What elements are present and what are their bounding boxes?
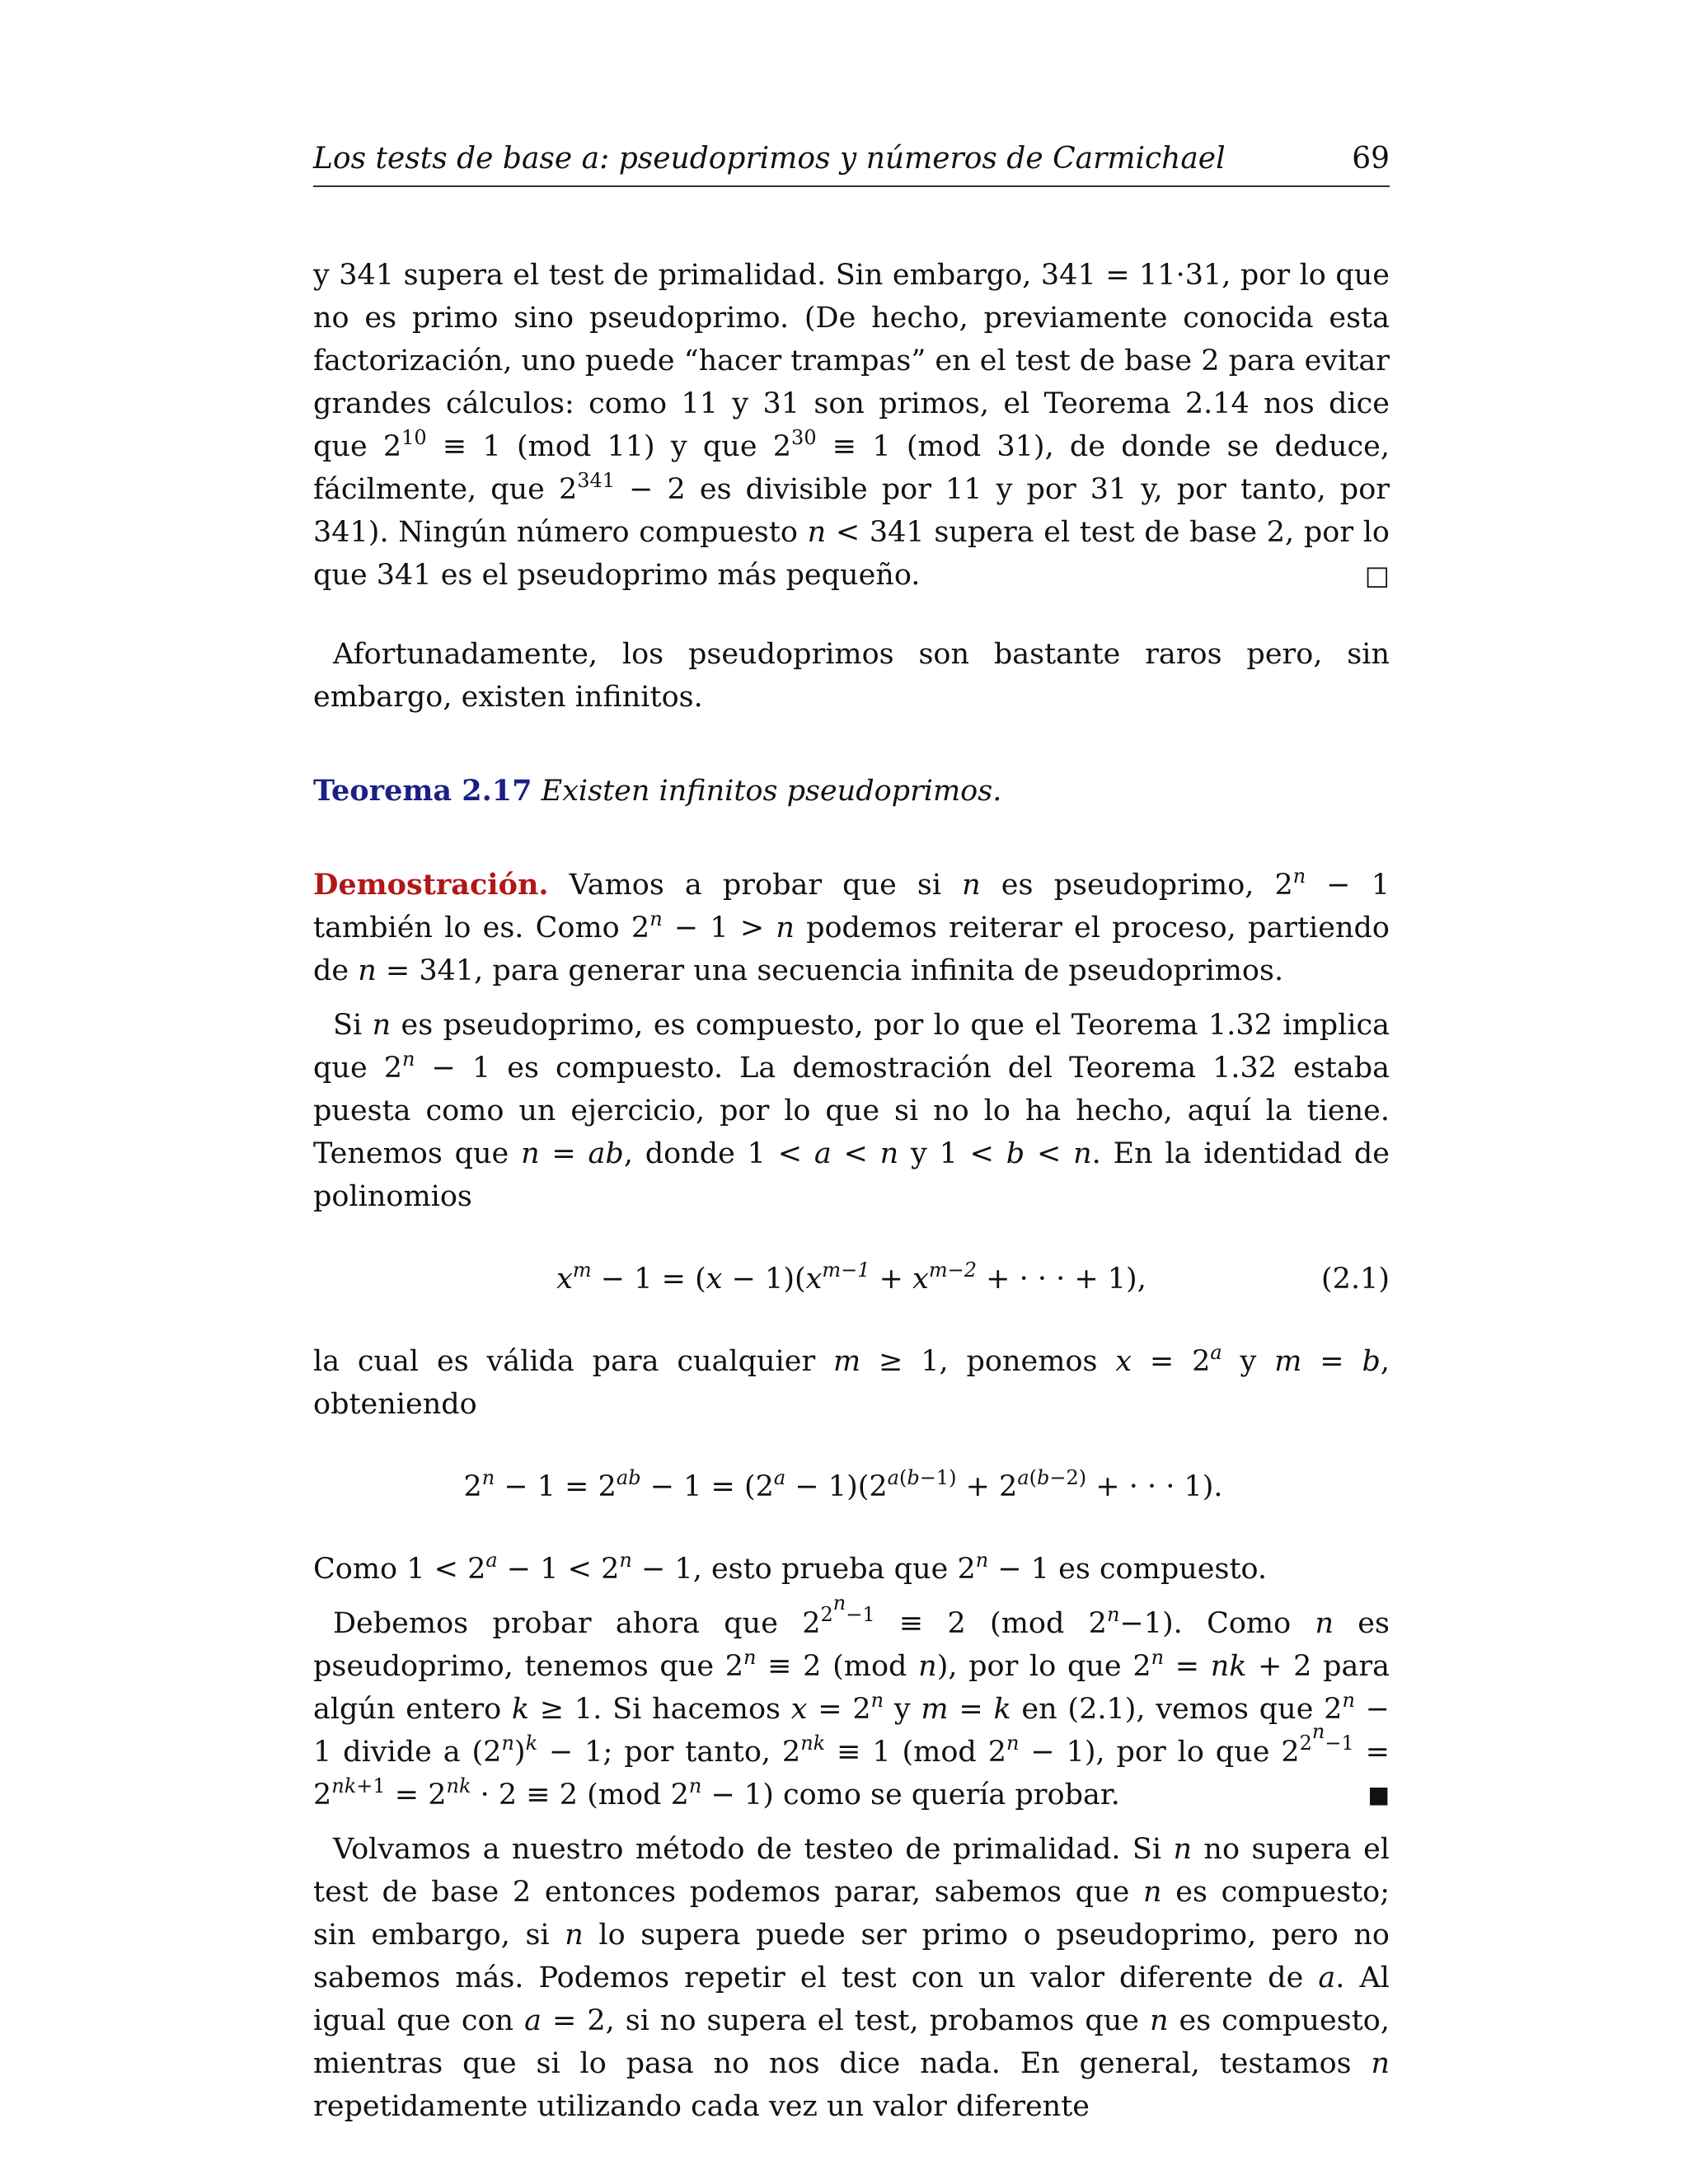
proof-paragraph-5: Debemos probar ahora que $2^{2^n-1} \equiv 2$ (mod $2^n-1$). Como n es pseudoprimo, tenemos que $2^n \equiv 2$ (mod n), por lo que $2^n$ = nk + 2 para algún entero k ≥ 1. Si hacemos $x = 2^n$ y m = k en (2.1), vemos que $2^n - 1$ divide a $(2^n)^k - 1$; por tanto, $2^{nk} \equiv 1$ (mod $2^n - 1$), por lo que $2^{2^n-1} = 2^{nk+1} = 2^{nk} \cdot 2 \equiv 2$ (mod $2^n - 1$) como se quería probar. ■ — [313, 1602, 1390, 1816]
proof-paragraph-2: Si n es pseudoprimo, es compuesto, por lo que el Teorema 1.32 implica que $2^n - 1$ es compuesto. La demostración del Teorema 1.32 estaba puesta como un ejercicio, por lo que si no lo ha hecho, aquí la tiene. Tenemos que n = ab, donde 1 < a < n y 1 < b < n. En la identidad de polinomios — [313, 1009, 1390, 1213]
running-head-title: Los tests de base a: pseudoprimos y números de Carmichael — [313, 142, 1226, 176]
proof-paragraph-3: la cual es válida para cualquier m ≥ 1, ponemos $x = 2^a$ y m = b, obteniendo — [313, 1341, 1390, 1421]
proof-paragraph-4: Como $1 < 2^a - 1 < 2^n - 1$, esto prueba que $2^n - 1$ es compuesto. — [313, 1549, 1268, 1586]
running-head — [313, 142, 1390, 187]
proof-label: Demostración. — [313, 868, 549, 902]
equation-number: (2.1) — [1321, 1263, 1390, 1296]
qed-filled-icon: ■ — [1367, 1781, 1390, 1808]
proof-paragraph-1: Demostración. Vamos a probar que si n es pseudoprimo, $2^n - 1$ también lo es. Como $2^n - 1 > n$ podemos reiterar el proceso, partiendo de n = 341, para generar una secuencia infinita de pseudoprimos. — [313, 865, 1390, 987]
page-number: 69 — [1352, 142, 1390, 176]
paragraph-intro: y 341 supera el test de primalidad. Sin embargo, 341 = 11·31, por lo que no es primo sino pseudoprimo. (De hecho, previamente conocida esta factorización, uno puede “hacer trampas” en el test de base 2 para evitar grandes cálculos: como 11 y 31 son primos, el Teorema 2.14 nos dice que $2^{10} \equiv 1$ (mod 11) y que $2^{30} \equiv 1$ (mod 31), de donde se deduce, fácilmente, que $2^{341} - 2$ es divisible por 11 y por 31 y, por tanto, por 341). Ningún número compuesto n < 341 supera el test de base 2, por lo que 341 es el pseudoprimo más pequeño. □ — [313, 254, 1390, 597]
equation-2-1 — [313, 1258, 1390, 1301]
qed-open-icon: □ — [1364, 560, 1390, 591]
equation-body: $x^m - 1 = (x - 1)(x^{m-1} + x^{m-2}$ + · · · + 1), — [556, 1258, 1146, 1296]
theorem-statement: Existen infinitos pseudoprimos. — [541, 775, 1002, 808]
paragraph-afortunadamente: Afortunadamente, los pseudoprimos son bastante raros pero, sin embargo, existen infinitos. — [313, 638, 1390, 714]
theorem-label: Teorema 2.17 — [313, 774, 532, 808]
body-text — [313, 254, 1390, 2128]
equation-factorization-body: $2^n - 1 = 2^{ab} - 1 = (2^a - 1)(2^{a(b-1)} + 2^{a(b-2)}$ + · · · 1). — [463, 1466, 1223, 1503]
equation-factorization — [313, 1465, 1390, 1508]
theorem — [313, 770, 1390, 813]
paragraph-volvamos: Volvamos a nuestro método de testeo de primalidad. Si n no supera el test de base 2 entonces podemos parar, sabemos que n es compuesto; sin embargo, si n lo supera puede ser primo o pseudoprimo, pero no sabemos más. Podemos repetir el test con un valor diferente de a. Al igual que con a = 2, si no supera el test, probamos que n es compuesto, mientras que si lo pasa no nos dice nada. En general, testamos n repetidamente utilizando cada vez un valor diferente — [313, 1833, 1390, 2123]
